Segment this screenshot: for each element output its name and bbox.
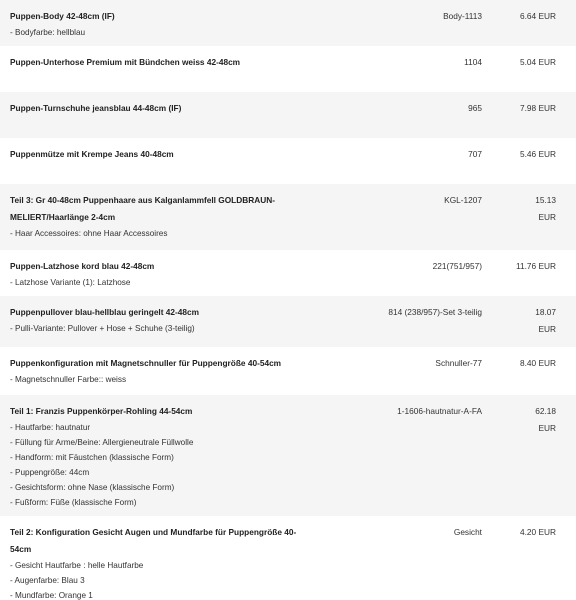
order-item-row	[0, 250, 576, 296]
product-option: - Fußform: Füße (klassische Form)	[10, 498, 137, 507]
product-sku: Gesicht	[453, 527, 482, 537]
product-name: Puppen-Body 42-48cm (IF)	[10, 11, 115, 21]
product-price: 62.18 EUR	[535, 406, 556, 433]
product-name: Teil 3: Gr 40-48cm Puppenhaare aus Kalganlammfell GOLDBRAUN-MELIERT/Haarlänge 2-4cm	[10, 195, 275, 222]
product-name: Puppenkonfiguration mit Magnetschnuller für Puppengröße 40-54cm	[10, 358, 282, 368]
product-option: - Gesichtsform: ohne Nase (klassische Form)	[10, 483, 175, 492]
order-item-row	[0, 0, 576, 46]
product-option: - Bodyfarbe: hellblau	[10, 28, 86, 37]
product-price: 8.40 EUR	[520, 358, 556, 368]
product-sku: KGL-1207	[444, 195, 482, 205]
product-option: - Augenfarbe: Blau 3	[10, 576, 85, 585]
product-name: Puppen-Unterhose Premium mit Bündchen weiss 42-48cm	[10, 57, 241, 67]
product-option: - Handform: mit Fäustchen (klassische Form)	[10, 453, 174, 462]
product-option: - Haar Accessoires: ohne Haar Accessoires	[10, 229, 168, 238]
product-sku: Body-1113	[443, 11, 482, 21]
product-price: 11.76 EUR	[516, 261, 556, 271]
product-option: - Puppengröße: 44cm	[10, 468, 90, 477]
product-option: - Pulli-Variante: Pullover + Hose + Schuhe (3-teilig)	[10, 324, 195, 333]
product-option: - Gesicht Hautfarbe : helle Hautfarbe	[10, 561, 144, 570]
product-sku: 814 (238/957)-Set 3-teilig	[388, 307, 482, 317]
order-item-row	[0, 516, 576, 600]
product-sku: 1-1606-hautnatur-A-FA	[397, 406, 482, 416]
product-price: 5.46 EUR	[520, 149, 556, 159]
product-option: - Mundfarbe: Orange 1	[10, 591, 93, 600]
product-name: Puppen-Latzhose kord blau 42-48cm	[10, 261, 155, 271]
order-item-row	[0, 46, 576, 92]
product-option: - Hautfarbe: hautnatur	[10, 423, 91, 432]
product-name: Teil 2: Konfiguration Gesicht Augen und Mundfarbe für Puppengröße 40-54cm	[10, 527, 297, 554]
product-sku: Schnuller-77	[435, 358, 482, 368]
order-item-row	[0, 138, 576, 184]
product-option: - Füllung für Arme/Beine: Allergieneutrale Füllwolle	[10, 438, 194, 447]
product-price: 6.64 EUR	[520, 11, 556, 21]
product-sku: 965	[468, 103, 482, 113]
product-name: Teil 1: Franzis Puppenkörper-Rohling 44-54cm	[10, 406, 193, 416]
order-item-row	[0, 395, 576, 516]
product-sku: 707	[468, 149, 482, 159]
product-name: Puppenmütze mit Krempe Jeans 40-48cm	[10, 149, 174, 159]
product-sku: 1104	[464, 57, 482, 67]
order-item-row	[0, 296, 576, 347]
product-price: 7.98 EUR	[520, 103, 556, 113]
product-price: 5.04 EUR	[520, 57, 556, 67]
product-sku: 221(751/957)	[432, 261, 482, 271]
product-option: - Magnetschnuller Farbe:: weiss	[10, 375, 127, 384]
product-name: Puppen-Turnschuhe jeansblau 44-48cm (IF)	[10, 103, 182, 113]
product-price: 15.13 EUR	[535, 195, 556, 222]
order-item-row	[0, 347, 576, 395]
product-name: Puppenpullover blau-hellblau geringelt 42-48cm	[10, 307, 200, 317]
order-item-row	[0, 184, 576, 250]
product-price: 4.20 EUR	[520, 527, 556, 537]
product-option: - Latzhose Variante (1): Latzhose	[10, 278, 131, 287]
product-price: 18.07 EUR	[535, 307, 556, 334]
order-item-row	[0, 92, 576, 138]
